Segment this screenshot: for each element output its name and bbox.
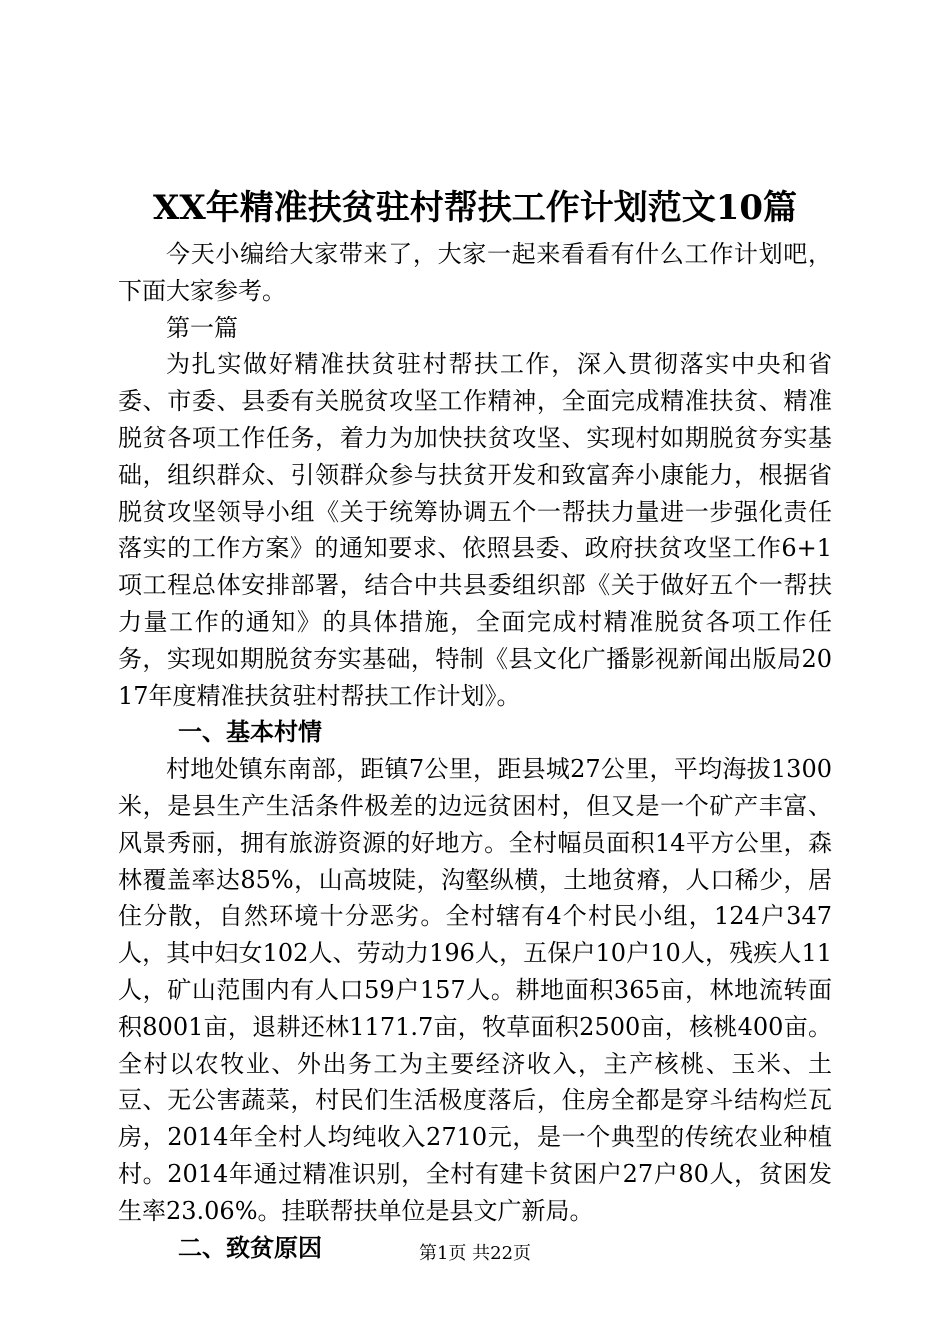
body-paragraph-1: 为扎实做好精准扶贫驻村帮扶工作，深入贯彻落实中央和省委、市委、县委有关脱贫攻坚工作精神，全面完成精准扶贫、精准脱贫各项工作任务，着力为加快扶贫攻坚、实现村如期脱贫夯实基础，组织群众、引领群众参与扶贫开发和致富奔小康能力，根据省脱贫攻坚领导小组《关于统筹协调五个一帮扶力量进一步强化责任落实的工作方案》的通知要求、依照县委、政府扶贫攻坚工作6+1项工程总体安排部署，结合中共县委组织部《关于做好五个一帮扶力量工作的通知》的具体措施，全面完成村精准脱贫各项工作任务，实现如期脱贫夯实基础，特制《县文化广播影视新闻出版局2017年度精准扶贫驻村帮扶工作计划》。 [118,350,832,710]
intro-paragraph: 今天小编给大家带来了，大家一起来看看有什么工作计划吧，下面大家参考。 [118,240,832,305]
section-heading-poverty-causes: 二、致贫原因 [178,1233,322,1262]
body-paragraph-2: 村地处镇东南部，距镇7公里，距县城27公里，平均海拔1300米，是县生产生活条件极差的边远贫困村，但又是一个矿产丰富、风景秀丽，拥有旅游资源的好地方。全村幅员面积14平方公里，森林覆盖率达85%，山高坡陡，沟壑纵横，土地贫瘠，人口稀少，居住分散，自然环境十分恶劣。全村辖有4个村民小组，124户347人，其中妇女102人、劳动力196人，五保户10户10人，残疾人11人，矿山范围内有人口59户157人。耕地面积365亩，林地流转面积8001亩，退耕还林1171.7亩，牧草面积2500亩，核桃400亩。全村以农牧业、外出务工为主要经济收入，主产核桃、玉米、土豆、无公害蔬菜，村民们生活极度落后，住房全都是穿斗结构烂瓦房，2014年全村人均纯收入2710元，是一个典型的传统农业种植村。2014年通过精准识别，全村有建卡贫困户27户80人，贫困发生率23.06%。挂联帮扶单位是县文广新局。 [118,755,832,1225]
section-heading-basic-info: 一、基本村情 [178,718,322,747]
document-body [118,236,832,1266]
page-footer: 第1页 共22页 [418,1243,532,1264]
part-label: 第一篇 [166,313,238,342]
document-title: XX年精准扶贫驻村帮扶工作计划范文10篇 [152,188,798,228]
